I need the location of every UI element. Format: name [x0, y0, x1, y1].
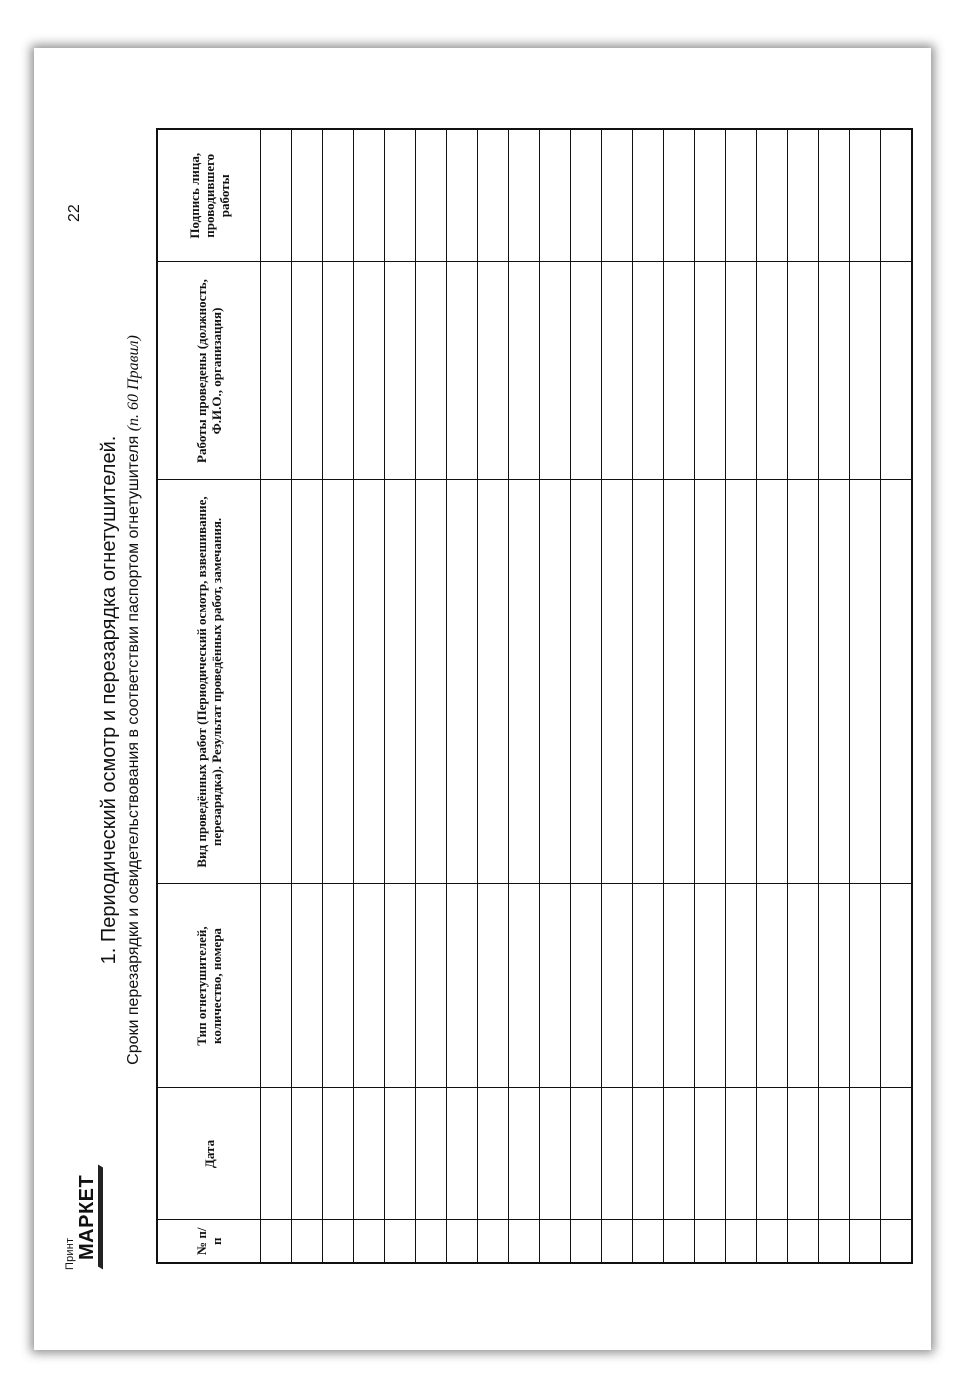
table-cell — [323, 129, 354, 262]
page-subtitle — [125, 50, 143, 1350]
column-header-work-type: Вид проведённых работ (Периодический осмотр, взвешивание, перезарядка). Результат проведённых работ, замечания. — [157, 480, 261, 884]
subtitle-reference: (п. 60 Правил) — [125, 335, 142, 432]
table-cell — [292, 262, 323, 480]
table-cell — [602, 129, 633, 262]
table-cell — [726, 262, 757, 480]
table-row — [726, 129, 757, 1263]
table-row — [788, 129, 819, 1263]
page-number: 22 — [66, 204, 83, 222]
table-cell — [447, 262, 478, 480]
table-cell — [881, 129, 913, 262]
table-cell — [633, 262, 664, 480]
column-header-extinguisher-type: Тип огнетушителей, количество, номера — [157, 884, 261, 1088]
table-row — [664, 129, 695, 1263]
inspection-table — [156, 128, 913, 1264]
table-cell — [323, 480, 354, 884]
table-cell — [540, 480, 571, 884]
table-cell — [416, 262, 447, 480]
table-cell — [881, 262, 913, 480]
table-cell — [571, 480, 602, 884]
table-cell — [323, 1220, 354, 1263]
table-cell — [664, 129, 695, 262]
table-cell — [633, 1220, 664, 1263]
table-cell — [788, 1220, 819, 1263]
column-header-performed-by: Работы проведены (должность, Ф.И.О., организация) — [157, 262, 261, 480]
table-cell — [416, 1220, 447, 1263]
table-cell — [416, 884, 447, 1088]
table-cell — [633, 480, 664, 884]
table-cell — [571, 129, 602, 262]
table-cell — [788, 480, 819, 884]
table-row — [354, 129, 385, 1263]
table-cell — [757, 884, 788, 1088]
table-cell — [385, 1088, 416, 1220]
table-cell — [602, 1220, 633, 1263]
table-cell — [726, 1088, 757, 1220]
table-cell — [292, 480, 323, 884]
table-cell — [757, 480, 788, 884]
table-row — [540, 129, 571, 1263]
table-cell — [788, 884, 819, 1088]
table-cell — [292, 1088, 323, 1220]
table-cell — [509, 1220, 540, 1263]
table-row — [602, 129, 633, 1263]
table-cell — [385, 480, 416, 884]
rotated-page — [34, 50, 934, 1350]
table-row — [695, 129, 726, 1263]
table-cell — [571, 1220, 602, 1263]
table-cell — [478, 884, 509, 1088]
subtitle-text: Сроки перезарядки и освидетельствования в соответствии паспортом огнетушителя — [125, 435, 142, 1065]
table-row — [819, 129, 850, 1263]
table-row — [447, 129, 478, 1263]
table-cell — [602, 480, 633, 884]
table-cell — [478, 1220, 509, 1263]
table-cell — [726, 884, 757, 1088]
table-cell — [540, 1088, 571, 1220]
table-cell — [509, 884, 540, 1088]
table-row — [757, 129, 788, 1263]
table-cell — [540, 884, 571, 1088]
table-cell — [850, 480, 881, 884]
table-cell — [695, 129, 726, 262]
table-cell — [354, 1220, 385, 1263]
table-cell — [478, 262, 509, 480]
table-cell — [602, 884, 633, 1088]
table-cell — [788, 129, 819, 262]
table-row — [323, 129, 354, 1263]
table-cell — [478, 480, 509, 884]
table-cell — [416, 480, 447, 884]
table-cell — [850, 129, 881, 262]
table-row — [478, 129, 509, 1263]
table-cell — [540, 1220, 571, 1263]
table-cell — [478, 129, 509, 262]
table-row — [881, 129, 913, 1263]
table-row — [850, 129, 881, 1263]
table-cell — [788, 262, 819, 480]
table-cell — [571, 1088, 602, 1220]
table-header-row — [157, 129, 261, 1263]
table-cell — [602, 262, 633, 480]
table-cell — [540, 129, 571, 262]
table-cell — [819, 1088, 850, 1220]
table-cell — [819, 1220, 850, 1263]
table-cell — [354, 262, 385, 480]
table-cell — [819, 480, 850, 884]
logo-main-word: МАРКЕТ — [76, 1174, 98, 1260]
table-cell — [757, 262, 788, 480]
table-cell — [323, 884, 354, 1088]
table-cell — [292, 129, 323, 262]
table-cell — [323, 1088, 354, 1220]
table-cell — [819, 262, 850, 480]
table-cell — [261, 1088, 292, 1220]
table-cell — [261, 129, 292, 262]
table-cell — [757, 129, 788, 262]
table-cell — [571, 262, 602, 480]
table-cell — [881, 1220, 913, 1263]
table-cell — [695, 884, 726, 1088]
table-cell — [354, 129, 385, 262]
table-cell — [664, 480, 695, 884]
table-cell — [881, 884, 913, 1088]
logo-top-word: Принт — [64, 1237, 76, 1270]
table-cell — [664, 1220, 695, 1263]
table-cell — [695, 480, 726, 884]
table-row — [385, 129, 416, 1263]
table-cell — [354, 1088, 385, 1220]
table-row — [416, 129, 447, 1263]
document-sheet — [34, 48, 931, 1350]
table-cell — [819, 884, 850, 1088]
table-cell — [354, 884, 385, 1088]
table-cell — [447, 1088, 478, 1220]
page-title: 1. Периодический осмотр и перезарядка огнетушителей. — [98, 435, 120, 965]
table-cell — [261, 1220, 292, 1263]
table-cell — [664, 884, 695, 1088]
table-cell — [354, 480, 385, 884]
table-cell — [261, 480, 292, 884]
table-cell — [261, 262, 292, 480]
table-cell — [881, 480, 913, 884]
table-cell — [385, 129, 416, 262]
table-cell — [850, 1088, 881, 1220]
table-cell — [447, 884, 478, 1088]
table-cell — [385, 262, 416, 480]
column-header-number: № п/п — [157, 1220, 261, 1263]
table-cell — [819, 129, 850, 262]
table-cell — [571, 884, 602, 1088]
table-cell — [323, 262, 354, 480]
table-cell — [385, 884, 416, 1088]
table-cell — [292, 884, 323, 1088]
table-cell — [261, 884, 292, 1088]
table-cell — [695, 262, 726, 480]
table-cell — [757, 1220, 788, 1263]
table-cell — [695, 1088, 726, 1220]
table-cell — [509, 262, 540, 480]
table-cell — [633, 129, 664, 262]
table-cell — [509, 129, 540, 262]
column-header-signature: Подпись лица, проводившего работы — [157, 129, 261, 262]
table-cell — [726, 129, 757, 262]
table-cell — [850, 884, 881, 1088]
table-cell — [416, 129, 447, 262]
table-row — [633, 129, 664, 1263]
table-cell — [478, 1088, 509, 1220]
table-cell — [292, 1220, 323, 1263]
table-cell — [447, 480, 478, 884]
table-cell — [850, 1220, 881, 1263]
table-cell — [447, 1220, 478, 1263]
table-cell — [695, 1220, 726, 1263]
table-cell — [385, 1220, 416, 1263]
table-cell — [726, 1220, 757, 1263]
table-cell — [726, 480, 757, 884]
table-cell — [881, 1088, 913, 1220]
table-cell — [447, 129, 478, 262]
table-cell — [540, 262, 571, 480]
table-row — [261, 129, 292, 1263]
table-row — [571, 129, 602, 1263]
table-body — [261, 129, 913, 1263]
table-cell — [509, 480, 540, 884]
table-cell — [788, 1088, 819, 1220]
column-header-date: Дата — [157, 1088, 261, 1220]
table-cell — [664, 1088, 695, 1220]
table-cell — [664, 262, 695, 480]
table-cell — [757, 1088, 788, 1220]
table-cell — [633, 884, 664, 1088]
table-row — [292, 129, 323, 1263]
table-cell — [416, 1088, 447, 1220]
table-cell — [850, 262, 881, 480]
table-cell — [509, 1088, 540, 1220]
table-cell — [633, 1088, 664, 1220]
table-row — [509, 129, 540, 1263]
table-cell — [602, 1088, 633, 1220]
